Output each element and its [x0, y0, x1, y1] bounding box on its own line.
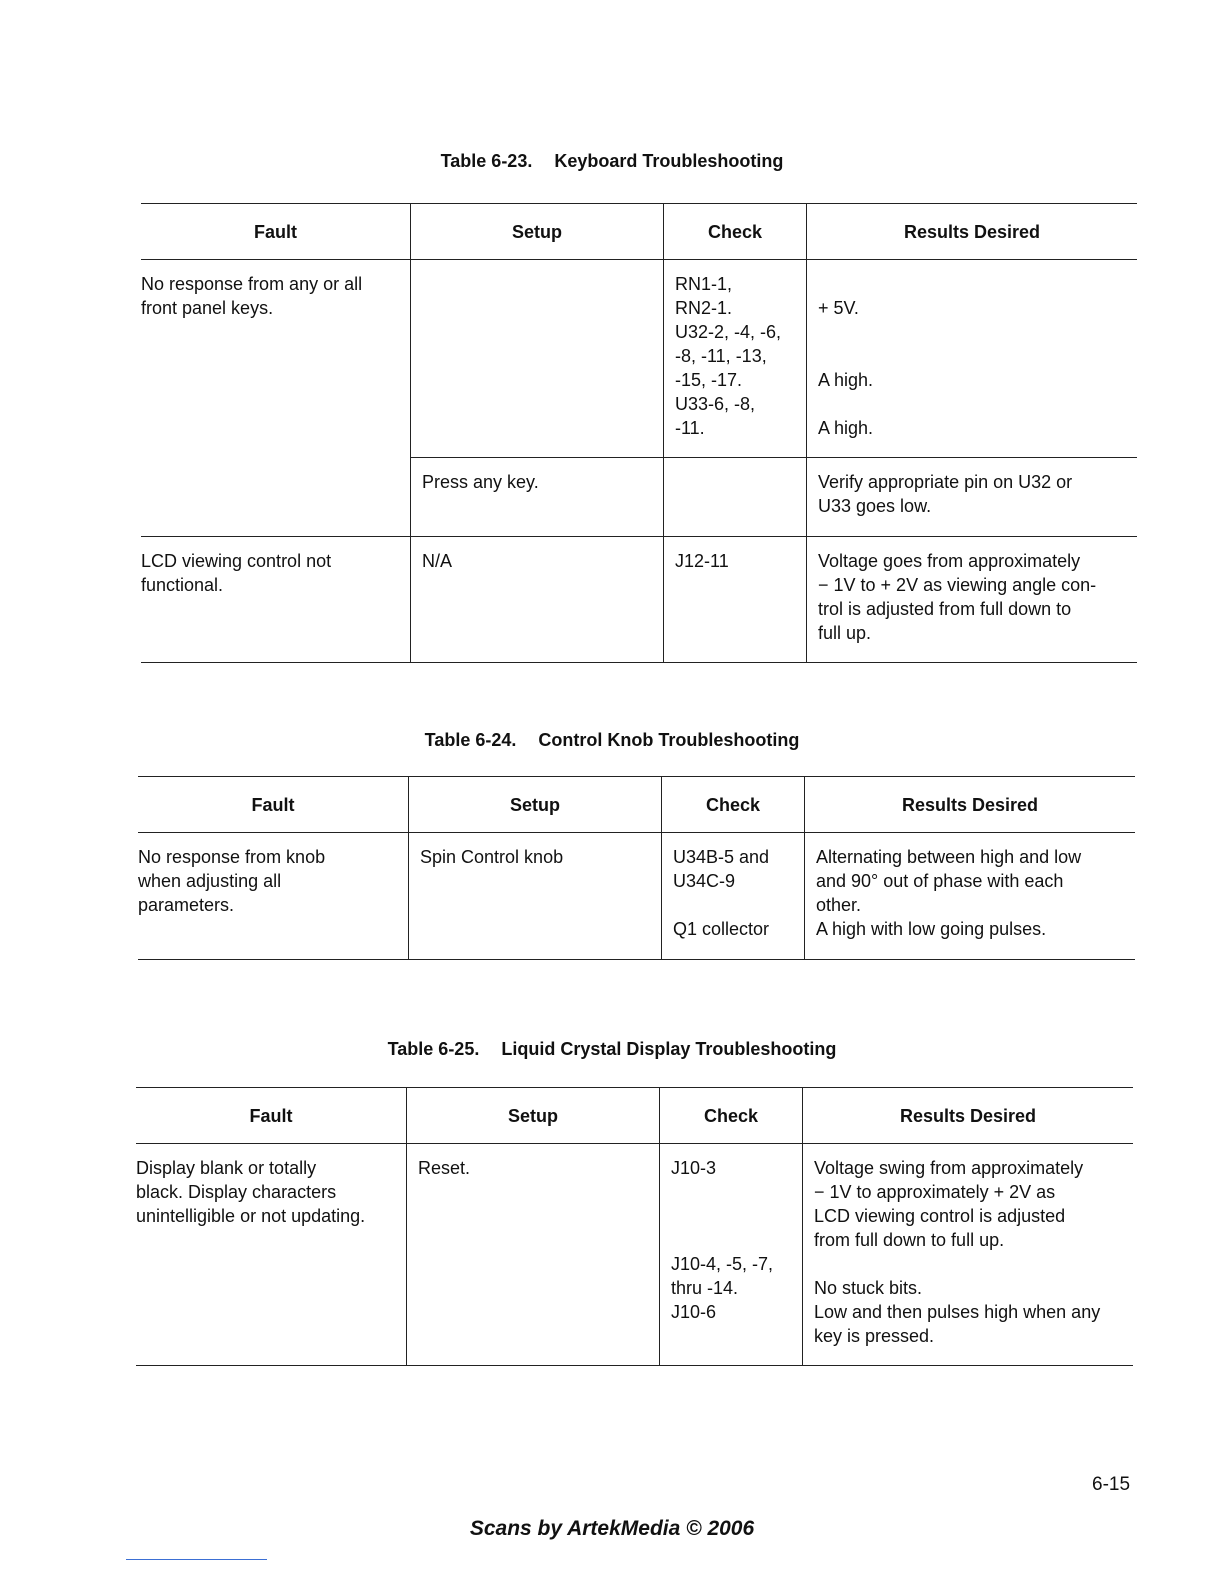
header-results: Results Desired — [806, 204, 1137, 259]
header-setup: Setup — [406, 1088, 659, 1143]
lcd-troubleshooting-table — [136, 1087, 1133, 1366]
table-6-25-caption — [0, 1039, 1224, 1060]
header-setup: Setup — [408, 777, 661, 832]
table-row — [141, 260, 1137, 457]
table-number: Table 6-24. — [424, 730, 517, 750]
results-cell: + 5V. A high. A high. — [806, 260, 1137, 457]
table-header-row — [136, 1088, 1133, 1144]
footer-rule — [126, 1559, 267, 1560]
check-cell: J12-11 — [663, 537, 806, 662]
table-header-row — [138, 777, 1135, 833]
results-cell: Alternating between high and low and 90° out of phase with each other. A high with low going pulses. — [804, 833, 1135, 959]
table-number: Table 6-23. — [440, 151, 533, 171]
table-row — [141, 536, 1137, 662]
results-cell: Verify appropriate pin on U32 or U33 goes low. — [806, 457, 1137, 536]
header-fault: Fault — [254, 221, 297, 242]
fault-cell: No response from knob when adjusting all parameters. — [138, 847, 326, 915]
keyboard-troubleshooting-table — [141, 203, 1137, 663]
table-row — [136, 1144, 1133, 1365]
control-knob-troubleshooting-table — [138, 776, 1135, 960]
check-cell: J10-3 J10-4, -5, -7, thru -14. J10-6 — [659, 1144, 802, 1365]
header-check: Check — [663, 204, 806, 259]
table-header-row — [141, 204, 1137, 260]
table-row — [141, 457, 1137, 536]
fault-cell: No response from any or all front panel keys. — [141, 274, 363, 318]
scan-credit-footer: Scans by ArtekMedia © 2006 — [469, 1517, 755, 1540]
table-title: Keyboard Troubleshooting — [554, 151, 784, 171]
header-fault: Fault — [249, 1105, 293, 1126]
header-check: Check — [659, 1088, 802, 1143]
table-number: Table 6-25. — [387, 1039, 480, 1059]
header-setup: Setup — [410, 204, 663, 259]
header-fault: Fault — [251, 794, 295, 815]
page-number: 6-15 — [1092, 1474, 1131, 1495]
check-cell: RN1-1, RN2-1. U32-2, -4, -6, -8, -11, -13, -15, -17. U33-6, -8, -11. — [663, 260, 806, 457]
fault-cell: Display blank or totally black. Display characters unintelligible or not updating. — [136, 1158, 366, 1226]
table-title: Liquid Crystal Display Troubleshooting — [501, 1039, 837, 1059]
table-6-24-caption — [0, 730, 1224, 751]
table-row — [138, 833, 1135, 959]
setup-cell: Spin Control knob — [408, 833, 661, 959]
table-title: Control Knob Troubleshooting — [538, 730, 800, 750]
check-cell — [663, 457, 806, 536]
setup-cell: Reset. — [406, 1144, 659, 1365]
fault-cell: LCD viewing control not functional. — [141, 551, 332, 595]
check-cell: U34B-5 and U34C-9 Q1 collector — [661, 833, 804, 959]
results-cell: Voltage goes from approximately − 1V to + 2V as viewing angle con- trol is adjusted from full down to full up. — [806, 537, 1137, 662]
header-check: Check — [661, 777, 804, 832]
header-results: Results Desired — [804, 777, 1135, 832]
header-results: Results Desired — [802, 1088, 1133, 1143]
fault-cell — [141, 457, 410, 536]
setup-cell: Press any key. — [410, 457, 663, 536]
setup-cell — [410, 260, 663, 457]
setup-cell: N/A — [410, 537, 663, 662]
table-6-23-caption — [0, 151, 1224, 172]
results-cell: Voltage swing from approximately − 1V to approximately + 2V as LCD viewing control is adjusted from full down to full up. No stuck bits. Low and then pulses high when any key is pressed. — [802, 1144, 1133, 1365]
